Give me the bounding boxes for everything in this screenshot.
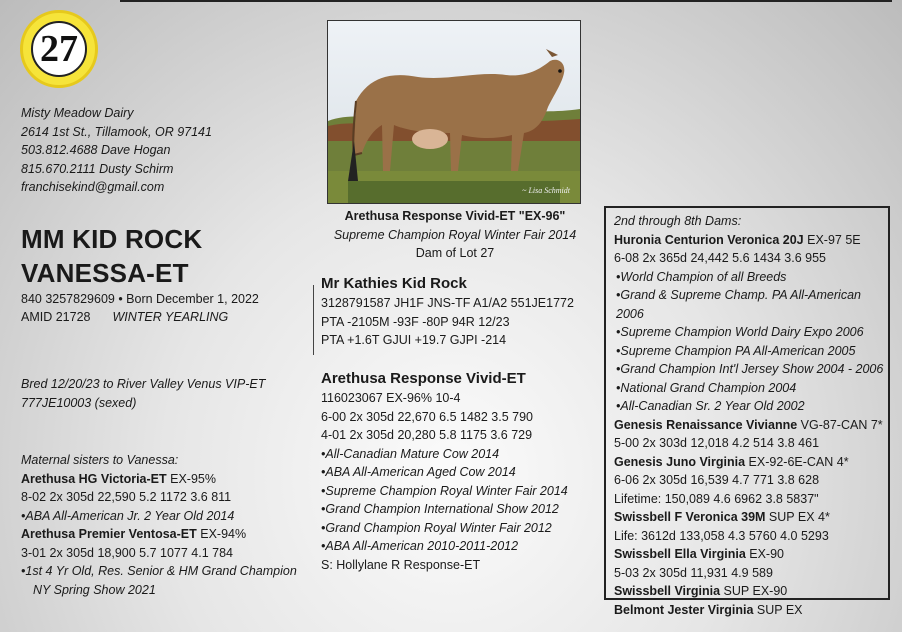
dam-block (321, 369, 601, 574)
dam-ancestor-record: 5-03 2x 305d 11,931 4.9 589 (614, 565, 773, 580)
dam-ancestor-note: •Grand Champion Int'l Jersey Show 2004 - 2006 (616, 362, 884, 376)
dam-note: •All-Canadian Mature Cow 2014 (321, 446, 500, 461)
dam-name: Arethusa Response Vivid-ET (321, 370, 526, 387)
cow-photo (327, 20, 581, 204)
lot-number-badge (20, 10, 98, 88)
consignor-phone-1: 503.812.4688 Dave Hogan (21, 143, 171, 157)
dam-note: •ABA All-American 2010-2011-2012 (321, 539, 519, 553)
dam-id-line: 116023067 EX-96% 10-4 (321, 391, 461, 405)
bred-line-2: 777JE10003 (sexed) (21, 395, 137, 410)
sister-record: 3-01 2x 305d 18,900 5.7 1077 4.1 784 (21, 545, 233, 560)
dam-record: 6-00 2x 305d 22,670 6.5 1482 3.5 790 (321, 409, 533, 424)
photographer-signature: ~ Lisa Schmidt (522, 186, 570, 195)
breeding-info (21, 375, 265, 412)
dam-ancestor-score: SUP EX 4* (765, 510, 830, 524)
pedigree-bracket (313, 285, 314, 355)
dam-note: •Grand Champion International Show 2012 (321, 502, 559, 516)
sisters-heading: Maternal sisters to Vanessa: (21, 453, 179, 467)
lot-number: 27 (31, 21, 87, 77)
dam-ancestor-score: EX-97 5E (803, 232, 861, 247)
dam-ancestor-score: VG-87-CAN 7* (797, 417, 883, 432)
dam-ancestor-score: EX-90 (745, 547, 784, 561)
animal-name-line2: VANESSA-ET (21, 258, 189, 288)
dam-ancestor-note: •All-Canadian Sr. 2 Year Old 2002 (616, 399, 805, 413)
dams-heading: 2nd through 8th Dams: (614, 214, 742, 228)
dam-sire: S: Hollylane R Response-ET (321, 557, 481, 572)
animal-ids (21, 290, 259, 326)
caption-title: Arethusa Response Vivid-ET "EX-96" (344, 209, 566, 223)
sister-score: EX-94% (196, 527, 247, 541)
dam-record: 4-01 2x 305d 20,280 5.8 1175 3.6 729 (321, 428, 533, 442)
dams-box (604, 206, 890, 617)
dam-ancestor-note: •National Grand Champion 2004 (616, 380, 797, 395)
dam-ancestor-name: Genesis Renaissance Vivianne (614, 417, 798, 432)
show-class: WINTER YEARLING (112, 310, 229, 324)
sister-note: •1st 4 Yr Old, Res. Senior & HM Grand Champion (21, 564, 297, 578)
dam-ancestor-score: EX-92-6E-CAN 4* (745, 454, 849, 469)
dam-ancestor-record: 6-06 2x 305d 16,539 4.7 771 3.8 628 (614, 473, 820, 487)
animal-name (21, 222, 202, 290)
cow-illustration (328, 21, 580, 203)
dam-ancestor-score: SUP EX-90 (720, 584, 788, 598)
bred-line-1: Bred 12/20/23 to River Valley Venus VIP-ET (21, 377, 266, 391)
dam-ancestor-lifetime: Life: 3612d 133,058 4.3 5760 4.0 5293 (614, 528, 829, 543)
maternal-sisters (21, 451, 311, 599)
dam-ancestor-name: Swissbell Virginia (614, 584, 721, 598)
amid: AMID 21728 (21, 310, 91, 324)
dam-ancestor-record: 6-08 2x 365d 24,442 5.6 1434 3.6 955 (614, 251, 826, 265)
dam-ancestor-name: Huronia Centurion Veronica 20J (614, 232, 804, 247)
sire-block (321, 274, 601, 350)
dam-ancestor-note: •Grand & Supreme Champ. PA All-American 2006 (616, 288, 861, 321)
sister-score: EX-95% (166, 471, 216, 486)
dam-ancestor-note: •World Champion of all Breeds (616, 269, 787, 284)
dam-ancestor-record: 5-00 2x 303d 12,018 4.2 514 3.8 461 (614, 436, 820, 450)
sister-note: NY Spring Show 2021 (33, 582, 156, 597)
dam-ancestor-name: Swissbell Ella Virginia (614, 547, 746, 561)
consignor-address: 2614 1st St., Tillamook, OR 97141 (21, 124, 212, 139)
sister-note: •ABA All-American Jr. 2 Year Old 2014 (21, 508, 235, 523)
dam-note: •ABA All-American Aged Cow 2014 (321, 465, 516, 479)
dam-note: •Grand Champion Royal Winter Fair 2012 (321, 520, 552, 535)
animal-name-line1: MM KID ROCK (21, 224, 203, 254)
sire-genomic-line: PTA +1.6T GJUI +19.7 GJPI -214 (321, 333, 507, 347)
sister-record: 8-02 2x 305d 22,590 5.2 1172 3.6 811 (21, 490, 232, 504)
caption-subtitle: Supreme Champion Royal Winter Fair 2014 (333, 227, 577, 242)
sire-id-line: 3128791587 JH1F JNS-TF A1/A2 551JE1772 (321, 296, 574, 310)
consignor-contact (21, 104, 261, 197)
photo-caption (300, 207, 610, 263)
dam-ancestor-lifetime: Lifetime: 150,089 4.6 6962 3.8 5837" (614, 491, 819, 506)
sister-name: Arethusa Premier Ventosa-ET (21, 527, 197, 541)
dam-ancestor-name: Swissbell F Veronica 39M (614, 510, 766, 524)
sire-pta-line: PTA -2105M -93F -80P 94R 12/23 (321, 314, 510, 329)
sire-name: Mr Kathies Kid Rock (321, 275, 467, 292)
consignor-phone-2: 815.670.2111 Dusty Schirm (21, 161, 174, 176)
registration-and-birth: 840 3257829609 • Born December 1, 2022 (21, 292, 259, 306)
dam-ancestor-name: Genesis Juno Virginia (614, 454, 746, 469)
dam-note: •Supreme Champion Royal Winter Fair 2014 (321, 483, 568, 498)
consignor-farm: Misty Meadow Dairy (21, 106, 134, 120)
sister-name: Arethusa HG Victoria-ET (21, 471, 167, 486)
top-rule (120, 0, 892, 2)
consignor-email[interactable]: franchisekind@gmail.com (21, 180, 165, 194)
dam-ancestor-note: •Supreme Champion World Dairy Expo 2006 (616, 325, 864, 339)
dam-ancestor-name: Belmont Jester Virginia (614, 602, 754, 617)
caption-dam-of: Dam of Lot 27 (415, 246, 495, 260)
dam-ancestor-note: •Supreme Champion PA All-American 2005 (616, 343, 856, 358)
dam-ancestor-score: SUP EX (753, 602, 803, 617)
